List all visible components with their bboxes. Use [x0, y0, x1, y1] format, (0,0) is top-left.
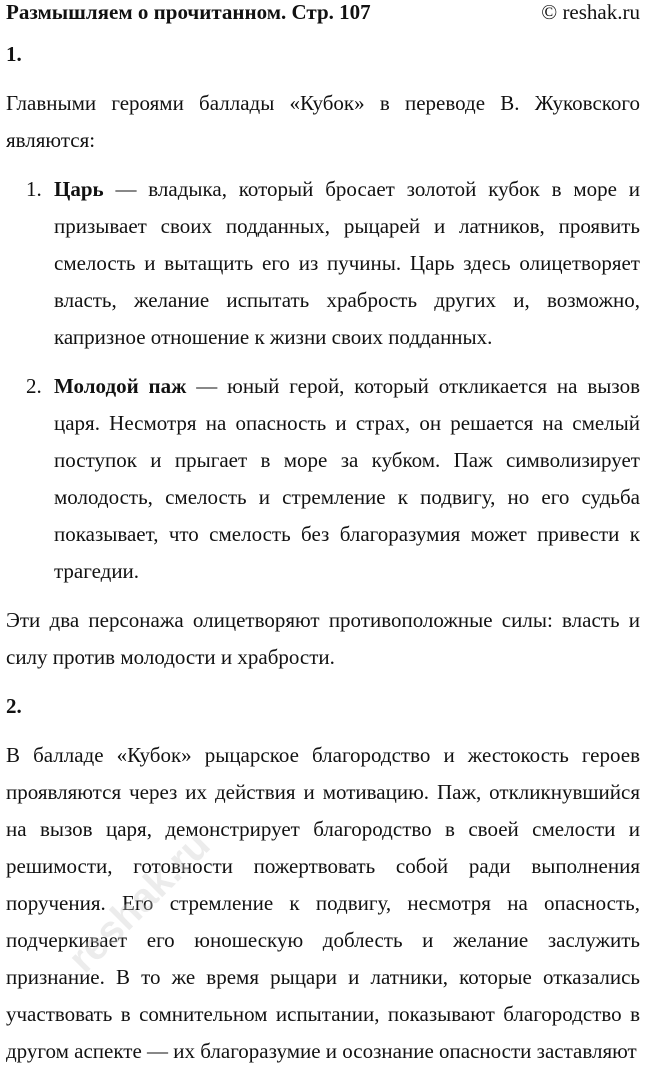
hero-name: Царь — [54, 177, 104, 201]
list-item-number: 2. — [26, 374, 42, 398]
q1-intro: Главными героями баллады «Кубок» в переводе В. Жуковского являются: — [6, 91, 640, 152]
question-number-2: 2. — [6, 694, 22, 718]
document-body — [6, 36, 640, 1082]
hero-description: — владыка, который бросает золотой кубок в море и призывает своих подданных, рыцарей и латников, проявить смелость и вытащить его из пучины. Царь здесь олицетворяет власть, желание испытать храбрость других и, возможно, капризное отношение к жизни своих подданных. — [54, 177, 640, 349]
hero-name: Молодой паж — [54, 374, 187, 398]
list-item-number: 1. — [26, 177, 42, 201]
q2-text: В балладе «Кубок» рыцарское благородство и жестокость героев проявляются через их действия и мотивацию. Паж, откликнувшийся на вызов царя, демонстрирует благородство в своей смелости и решимости, готовности пожертвовать собой ради выполнения поручения. Его стремление к подвигу, несмотря на опасность, подчеркивает его юношескую доблесть и желание заслужить признание. В то же время рыцари и латники, которые отказались участвовать в сомнительном испытании, показывают благородство в другом аспекте — их благоразумие и осознание опасности заставляют — [6, 743, 640, 1063]
question-number-1: 1. — [6, 42, 22, 66]
page-header — [6, 0, 640, 24]
watermark: reshak.ru — [60, 822, 219, 982]
page-title: Размышляем о прочитанном. Стр. 107 — [6, 0, 371, 24]
site-credit[interactable]: © reshak.ru — [541, 0, 640, 24]
q1-conclusion: Эти два персонажа олицетворяют противоположные силы: власть и силу против молодости и храбрости. — [6, 608, 640, 669]
hero-description: — юный герой, который откликается на вызов царя. Несмотря на опасность и страх, он решается на смелый поступок и прыгает в море за кубком. Паж символизирует молодость, смелость и стремление к подвигу, но его судьба показывает, что смелость без благоразумия может привести к трагедии. — [54, 374, 640, 583]
list-item — [6, 171, 640, 356]
heroes-list — [6, 171, 640, 590]
list-item — [6, 368, 640, 590]
